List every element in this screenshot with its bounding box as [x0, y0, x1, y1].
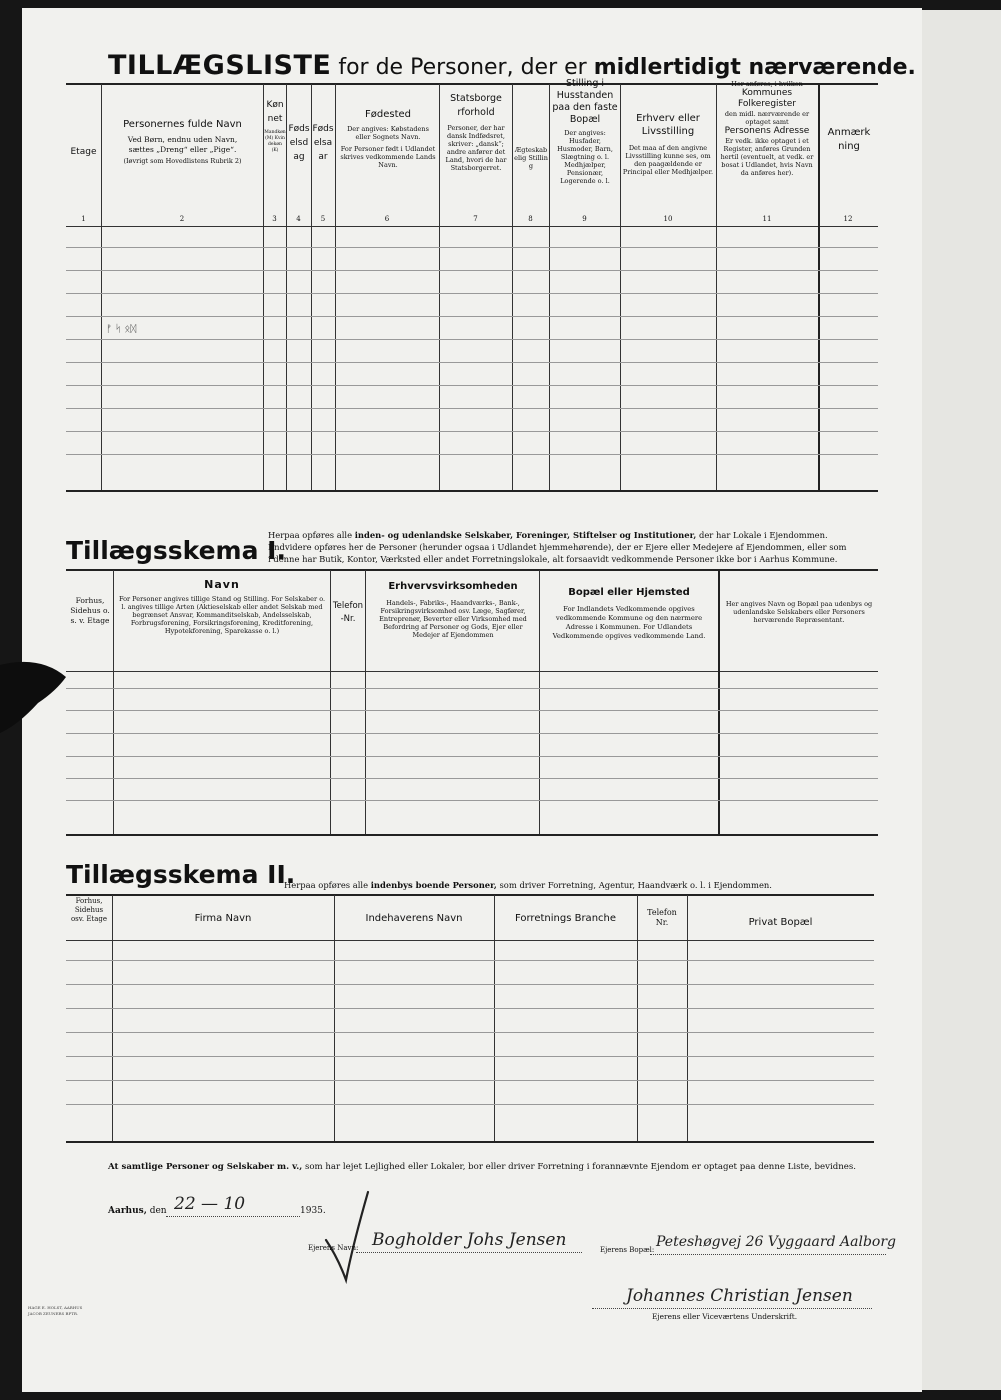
t1-colnum-1: 1 — [81, 215, 86, 223]
owner-address-handwritten: Peteshøgvej 26 Vyggaard Aalborg — [656, 1234, 896, 1250]
ink-scribble: ᚠ ᛋ ᛟᛞ — [106, 324, 137, 335]
t1-col-register-sub: Er vedk. ikke optaget i et Register, anføres Grunden hertil (eventuelt, at vedk. er bosat i Udlandet, hvis Navn da anføres her). — [720, 137, 814, 177]
skema1-description — [268, 529, 888, 565]
t1-col-etage: Etage — [70, 147, 97, 157]
skema1-desc-3: i denne har Butik, Kontor, Værksted eller andet Forretningslokale, alt forsaavidt vedkommende Personer ikke bor i Aarhus Kommune. — [268, 554, 838, 564]
t1-col-birthplace-sub: Der angives: Købstadens eller Sognets Navn. — [347, 125, 429, 141]
adjacent-page-edge — [915, 10, 1001, 1390]
t1-colnum-7: 7 — [473, 215, 478, 223]
s1-col-phone: Telefon-Nr. — [332, 601, 364, 624]
t1-col-sex-title: Kønnet — [266, 100, 284, 124]
owner-name-handwritten: Bogholder Johs Jensen — [372, 1230, 567, 1250]
t1-colnum-10: 10 — [663, 215, 673, 223]
t1-col-birthplace-note: For Personer født i Udlandet skrives vedkommende Lands Navn. — [340, 145, 436, 169]
footer-date-handwritten: 22 — 10 — [174, 1194, 246, 1214]
skema2-desc-a: Herpaa opføres alle — [284, 880, 369, 890]
page-title — [108, 50, 916, 81]
s1-col-business-title: Erhvervsvirksomheden — [388, 581, 518, 592]
title-mid: for de Personer, der er — [338, 55, 587, 80]
t1-col-marital: Ægteskabelig Stilling — [514, 146, 548, 170]
skema2-desc-b: indenbys boende Personer, — [370, 880, 497, 890]
title-end: midlertidigt nærværende. — [593, 55, 916, 80]
skema1-desc-2: Endvidere opføres her de Personer (herunder ogsaa i Udlandet hjemmehørende), der er Ejere eller Medejere af Ejendommen, eller som — [268, 542, 847, 552]
t1-col-remarks: Anmærkning — [827, 127, 871, 152]
t1-col-sex — [264, 98, 286, 154]
form-page — [22, 8, 922, 1392]
s1-col-name-sub: For Personer angives tillige Stand og Stilling. For Selskaber o. l. angives tillige Arten (Aktieselskab eller andet Selskab med begrænset Ansvar, Kommanditselskab, Andelsselskab, Forbrugsforening, Forsikringsforening, Kreditforening, Hypotekforening, Sparekasse o. l.) — [118, 595, 326, 635]
skema1-desc-c: der har Lokale i Ejendommen. — [698, 530, 828, 540]
t1-col-register-title: Kommunes Folkeregister — [738, 88, 796, 109]
t1-col-name — [104, 118, 261, 166]
s1-col-floor: Forhus, Sidehus o. s. v. Etage — [70, 596, 110, 625]
t1-colnum-8: 8 — [528, 215, 533, 223]
t1-col-citizenship — [441, 92, 511, 172]
t1-col-register-top: Her anføres, i hvilken — [731, 80, 803, 88]
title-bold: TILLÆGSLISTE — [108, 50, 332, 81]
t1-col-occupation-sub: Det maa af den angivne Livsstilling kunne ses, om den paagældende er Principal eller Medhjælper. — [622, 144, 714, 176]
signature-handwritten: Johannes Christian Jensen — [626, 1286, 853, 1306]
s1-col-residence-title: Bopæl eller Hjemsted — [568, 587, 690, 598]
s2-col-phone: Telefon Nr. — [647, 908, 677, 927]
s1-col-representative: Her angives Navn og Bopæl paa udenbys og udenlandske Selskabers eller Personers herværende Repræsentant. — [725, 600, 873, 624]
t1-col-name-sub: Ved Børn, endnu uden Navn, sættes „Dreng“ eller „Pige“. — [127, 135, 238, 154]
skema1-desc-b: inden- og udenlandske Selskaber, Foreninger, Stiftelser og Institutioner, — [354, 530, 697, 540]
s1-col-business-sub: Handels-, Fabriks-, Haandværks-, Bank-, Forsikringsvirksomhed osv. Læge, Sagfører, Entreprenør, Beverter eller Virksomhed med Befordring af Personer og Gods, Ejer eller Medejer af Ejendommen — [379, 599, 527, 639]
skema1-desc-a: Herpaa opføres alle — [268, 530, 353, 540]
t1-colnum-5: 5 — [320, 215, 326, 223]
s2-col-private: Privat Bopæl — [748, 917, 813, 928]
s1-col-name-title: Navn — [204, 578, 240, 591]
t1-col-birthplace-title: Fødested — [364, 109, 411, 120]
t1-col-name-title: Personernes fulde Navn — [123, 119, 242, 130]
t1-col-occupation — [622, 112, 714, 176]
t1-colnum-3: 3 — [272, 215, 277, 223]
skema2-desc-c: som driver Forretning, Agentur, Haandværk o. l. i Ejendommen. — [499, 880, 772, 890]
t1-col-household — [551, 78, 619, 185]
t1-col-household-title: Stilling i Husstanden paa den faste Bopæl — [552, 78, 618, 125]
footer-den: den — [149, 1206, 167, 1216]
t1-colnum-9: 9 — [582, 215, 587, 223]
t1-colnum-12: 12 — [843, 215, 853, 223]
t1-col-citizenship-title: Statsborgerforhold — [450, 93, 502, 118]
t1-col-birthplace — [340, 108, 436, 169]
s1-col-business — [369, 580, 537, 639]
s1-col-name — [118, 578, 326, 635]
skema2-title: Tillægsskema II. — [66, 860, 296, 889]
t1-colnum-2: 2 — [179, 215, 185, 223]
s2-col-floor: Forhus, Sidehus osv. Etage — [70, 897, 108, 923]
s2-col-owner: Indehaverens Navn — [365, 913, 463, 924]
s2-col-firm: Firma Navn — [194, 913, 252, 924]
footer-statement-rest: som har lejet Lejlighed eller Lokaler, bor eller driver Forretning i forannævnte Ejendom er optaget paa denne Liste, bevidnes. — [304, 1162, 857, 1172]
t1-col-birthday: Fødselsdag — [288, 124, 310, 162]
skema2-description — [284, 880, 772, 890]
t1-col-register — [718, 80, 816, 177]
t1-col-name-note: (Iøvrigt som Hovedlistens Rubrik 2) — [123, 157, 242, 165]
t1-col-household-sub: Der angives: Husfader, Husmoder, Barn, Slægtning o. l. Medhjælper, Pensionær, Logerende o. l. — [557, 129, 613, 185]
s1-col-residence — [543, 586, 715, 641]
footer-statement-bold: At samtlige Personer og Selskaber m. v., — [108, 1162, 303, 1172]
clip-shadow — [0, 655, 70, 735]
footer-place: Aarhus, — [108, 1206, 147, 1216]
t1-col-sex-sub: Mandkøn (M) Kvindekøn (K) — [264, 130, 286, 153]
skema1-title: Tillægsskema I. — [66, 536, 286, 565]
printer-imprint: HAGE E. HOLST, AARHUS JACOB ZEUNERS BPTR. — [28, 1305, 83, 1316]
signature-label: Ejerens eller Viceværtens Underskrift. — [652, 1312, 798, 1321]
t1-colnum-4: 4 — [296, 215, 301, 223]
t1-col-occupation-title: Erhverv eller Livsstilling — [636, 113, 700, 137]
t1-colnum-11: 11 — [762, 215, 772, 223]
s2-col-branch: Forretnings Branche — [514, 913, 617, 924]
owner-name-label: Ejerens Navn: — [308, 1244, 359, 1252]
s1-col-residence-sub: For Indlandets Vedkommende opgives vedkommende Kommune og den nærmere Adresse i Kommunen. For Udlandets Vedkommende opgives vedkommende Land. — [552, 605, 706, 640]
t1-colnum-6: 6 — [384, 215, 390, 223]
t1-col-register-title2: Personens Adresse — [724, 126, 810, 136]
footer-year: 1935. — [300, 1206, 326, 1216]
t1-col-birthyear: Fødselsaar — [312, 124, 334, 162]
footer-statement — [108, 1161, 888, 1173]
t1-col-register-mid: den midl. nærværende er optaget samt — [724, 110, 810, 126]
t1-col-citizenship-sub: Personer, der har dansk Indfødsret, skriver: „dansk“; andre anfører det Land, hvori de har Statsborgerret. — [445, 124, 507, 172]
owner-address-label: Ejerens Bopæl: — [600, 1246, 655, 1254]
